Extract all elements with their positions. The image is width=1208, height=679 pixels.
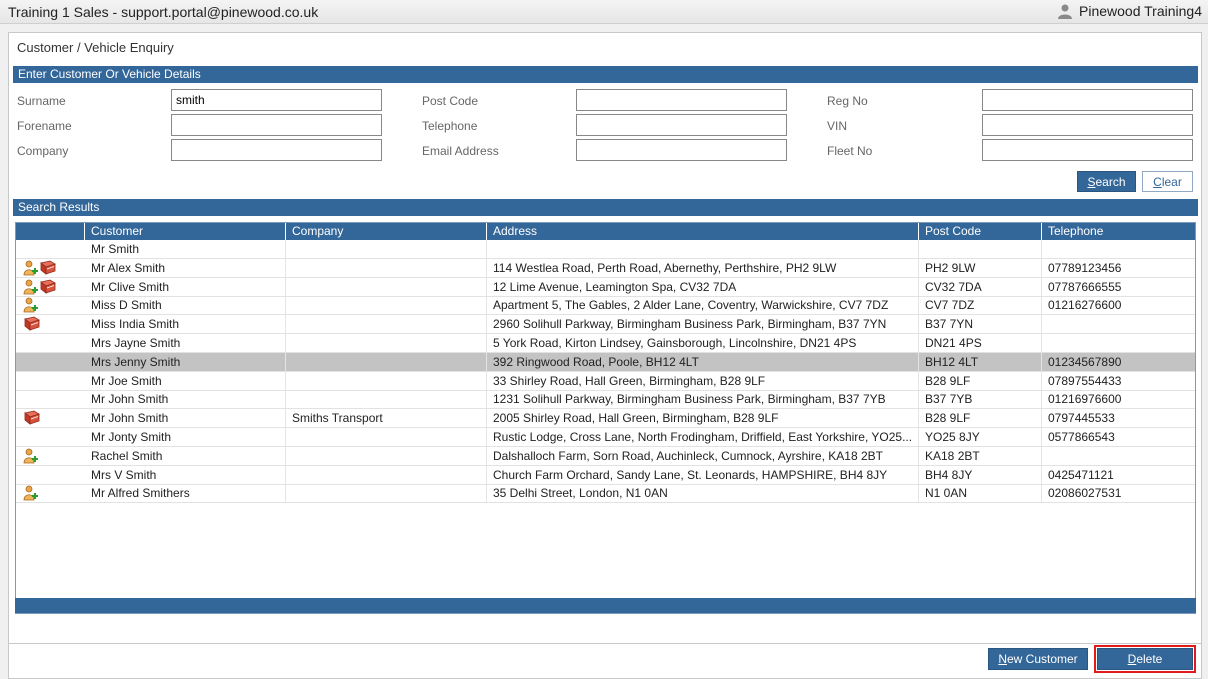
cell-postcode: CV7 7DZ [919, 296, 1042, 314]
table-row[interactable] [16, 240, 1195, 259]
cell-postcode: B37 7YN [919, 315, 1042, 333]
user-menu[interactable] [1057, 3, 1202, 19]
column-header-customer[interactable]: Customer [85, 223, 286, 240]
cell-postcode: YO25 8JY [919, 428, 1042, 446]
cell-company [286, 372, 487, 390]
cell-telephone [1042, 447, 1196, 465]
cell-address: 2005 Shirley Road, Hall Green, Birmingham, B28 9LF [487, 409, 919, 427]
row-icons [16, 484, 85, 502]
footer-divider [9, 643, 1201, 644]
delete-button[interactable]: Delete [1097, 648, 1193, 670]
email-input[interactable] [576, 139, 787, 161]
icon-column-header [16, 223, 85, 240]
cell-company [286, 259, 487, 277]
details-section-header: Enter Customer Or Vehicle Details [13, 66, 1198, 83]
telephone-label: Telephone [422, 119, 478, 133]
cell-customer: Rachel Smith [85, 447, 286, 465]
cell-postcode: CV32 7DA [919, 278, 1042, 296]
cell-customer: Mr Joe Smith [85, 372, 286, 390]
table-row[interactable] [16, 447, 1195, 466]
enquiry-panel [8, 32, 1202, 679]
delete-highlight-outline [1094, 645, 1196, 673]
regno-input[interactable] [982, 89, 1193, 111]
table-row[interactable] [16, 428, 1195, 447]
cell-telephone: 07789123456 [1048, 260, 1122, 275]
company-label: Company [17, 144, 69, 158]
cell-customer: Mr Jonty Smith [85, 428, 286, 446]
row-icons [16, 390, 85, 408]
cell-address: Apartment 5, The Gables, 2 Alder Lane, Coventry, Warwickshire, CV7 7DZ [487, 296, 919, 314]
cell-address: Rustic Lodge, Cross Lane, North Frodingham, Driffield, East Yorkshire, YO25... [487, 428, 919, 446]
grid-footer-bar [15, 598, 1196, 613]
telephone-input[interactable] [576, 114, 787, 136]
search-button[interactable]: Search [1077, 171, 1136, 192]
row-icons [16, 278, 85, 296]
vin-label: VIN [827, 119, 848, 133]
clear-button[interactable]: Clear [1142, 171, 1193, 192]
table-row[interactable] [16, 409, 1195, 428]
table-row[interactable] [16, 315, 1195, 334]
grid-header [16, 223, 1195, 240]
cell-customer: Mr Clive Smith [85, 278, 286, 296]
cell-telephone: 07897554433 [1048, 373, 1122, 388]
cell-company [286, 428, 487, 446]
forename-input[interactable] [171, 114, 382, 136]
row-icons [16, 447, 85, 465]
cell-postcode [919, 240, 1042, 258]
column-header-postcode[interactable]: Post Code [919, 223, 1042, 240]
surname-input[interactable] [171, 89, 382, 111]
cell-customer: Mr John Smith [85, 390, 286, 408]
cell-company [286, 484, 487, 502]
cell-telephone: 01216976600 [1048, 392, 1122, 407]
postcode-input[interactable] [576, 89, 787, 111]
cell-telephone: 0797445533 [1048, 411, 1115, 426]
cell-company [286, 466, 487, 484]
new-customer-button[interactable]: New Customer [988, 648, 1088, 670]
cell-telephone: 0425471121 [1048, 467, 1114, 482]
cell-customer: Mrs V Smith [85, 466, 286, 484]
cell-telephone: 01234567890 [1048, 354, 1122, 369]
cell-address: Dalshalloch Farm, Sorn Road, Auchinleck, Cumnock, Ayrshire, KA18 2BT [487, 447, 919, 465]
table-row[interactable] [16, 466, 1195, 485]
cell-customer: Mrs Jenny Smith [85, 353, 286, 371]
cell-address: 114 Westlea Road, Perth Road, Abernethy, Perthshire, PH2 9LW [487, 259, 919, 277]
cell-company [286, 315, 487, 333]
cell-address: 35 Delhi Street, London, N1 0AN [487, 484, 919, 502]
cell-company [286, 334, 487, 352]
cell-customer: Mr Alfred Smithers [85, 484, 286, 502]
cell-address: 392 Ringwood Road, Poole, BH12 4LT [487, 353, 919, 371]
table-row[interactable] [16, 353, 1195, 372]
table-row[interactable] [16, 259, 1195, 278]
cell-postcode: KA18 2BT [919, 447, 1042, 465]
forename-label: Forename [17, 119, 72, 133]
column-header-company[interactable]: Company [286, 223, 487, 240]
cell-postcode: B37 7YB [919, 390, 1042, 408]
cell-postcode: N1 0AN [919, 484, 1042, 502]
row-icons [16, 259, 85, 277]
cell-postcode: PH2 9LW [919, 259, 1042, 277]
cell-customer: Mr Smith [85, 240, 286, 258]
table-row[interactable] [16, 278, 1195, 297]
email-label: Email Address [422, 144, 499, 158]
postcode-label: Post Code [422, 94, 479, 108]
cell-company [286, 353, 487, 371]
cell-company [286, 390, 487, 408]
cell-postcode: BH12 4LT [919, 353, 1042, 371]
cell-postcode: B28 9LF [919, 372, 1042, 390]
cell-telephone: 01216276600 [1048, 298, 1122, 313]
cell-company [286, 278, 487, 296]
row-icons [16, 428, 85, 446]
cell-customer: Miss D Smith [85, 296, 286, 314]
cell-address: Church Farm Orchard, Sandy Lane, St. Leonards, HAMPSHIRE, BH4 8JY [487, 466, 919, 484]
row-icons [16, 334, 85, 352]
cell-telephone: 07787666555 [1048, 279, 1122, 294]
cell-address: 5 York Road, Kirton Lindsey, Gainsborough, Lincolnshire, DN21 4PS [487, 334, 919, 352]
table-row[interactable] [16, 484, 1195, 503]
cell-address: 1231 Solihull Parkway, Birmingham Business Park, Birmingham, B37 7YB [487, 390, 919, 408]
row-icons [16, 240, 85, 258]
row-icons [16, 409, 85, 427]
table-row[interactable] [16, 334, 1195, 353]
cell-company [286, 240, 487, 258]
cell-address [487, 240, 919, 258]
cell-address: 33 Shirley Road, Hall Green, Birmingham, B28 9LF [487, 372, 919, 390]
results-section-header: Search Results [13, 199, 1198, 216]
cell-address: 12 Lime Avenue, Leamington Spa, CV32 7DA [487, 278, 919, 296]
table-row[interactable] [16, 372, 1195, 391]
fleetno-input[interactable] [982, 139, 1193, 161]
cell-telephone [1042, 334, 1196, 352]
table-row[interactable] [16, 390, 1195, 409]
company-input[interactable] [171, 139, 382, 161]
row-icons [16, 315, 85, 333]
cell-customer: Mrs Jayne Smith [85, 334, 286, 352]
results-grid [15, 222, 1196, 614]
top-bar [0, 0, 1208, 24]
user-icon [1057, 3, 1073, 19]
row-icons [16, 372, 85, 390]
cell-address: 2960 Solihull Parkway, Birmingham Business Park, Birmingham, B37 7YN [487, 315, 919, 333]
cell-postcode: BH4 8JY [919, 466, 1042, 484]
column-header-telephone[interactable]: Telephone [1048, 224, 1104, 238]
cell-company [286, 447, 487, 465]
cell-company [286, 296, 487, 314]
surname-label: Surname [17, 94, 66, 108]
cell-telephone [1042, 240, 1196, 258]
row-icons [16, 466, 85, 484]
cell-customer: Mr John Smith [85, 409, 286, 427]
regno-label: Reg No [827, 94, 868, 108]
column-header-address[interactable]: Address [487, 223, 919, 240]
page-title: Customer / Vehicle Enquiry [17, 40, 174, 55]
cell-customer: Mr Alex Smith [85, 259, 286, 277]
table-row[interactable] [16, 296, 1195, 315]
fleetno-label: Fleet No [827, 144, 873, 158]
cell-telephone [1042, 315, 1196, 333]
cell-company: Smiths Transport [286, 409, 487, 427]
row-icons [16, 353, 85, 371]
user-name: Pinewood Training4 [1079, 3, 1202, 19]
cell-customer: Miss India Smith [85, 315, 286, 333]
app-title: Training 1 Sales - support.portal@pinewood.co.uk [8, 4, 319, 20]
vin-input[interactable] [982, 114, 1193, 136]
cell-postcode: B28 9LF [919, 409, 1042, 427]
cell-telephone: 02086027531 [1048, 486, 1122, 501]
cell-telephone: 0577866543 [1048, 430, 1115, 444]
row-icons [16, 296, 85, 314]
cell-postcode: DN21 4PS [919, 334, 1042, 352]
